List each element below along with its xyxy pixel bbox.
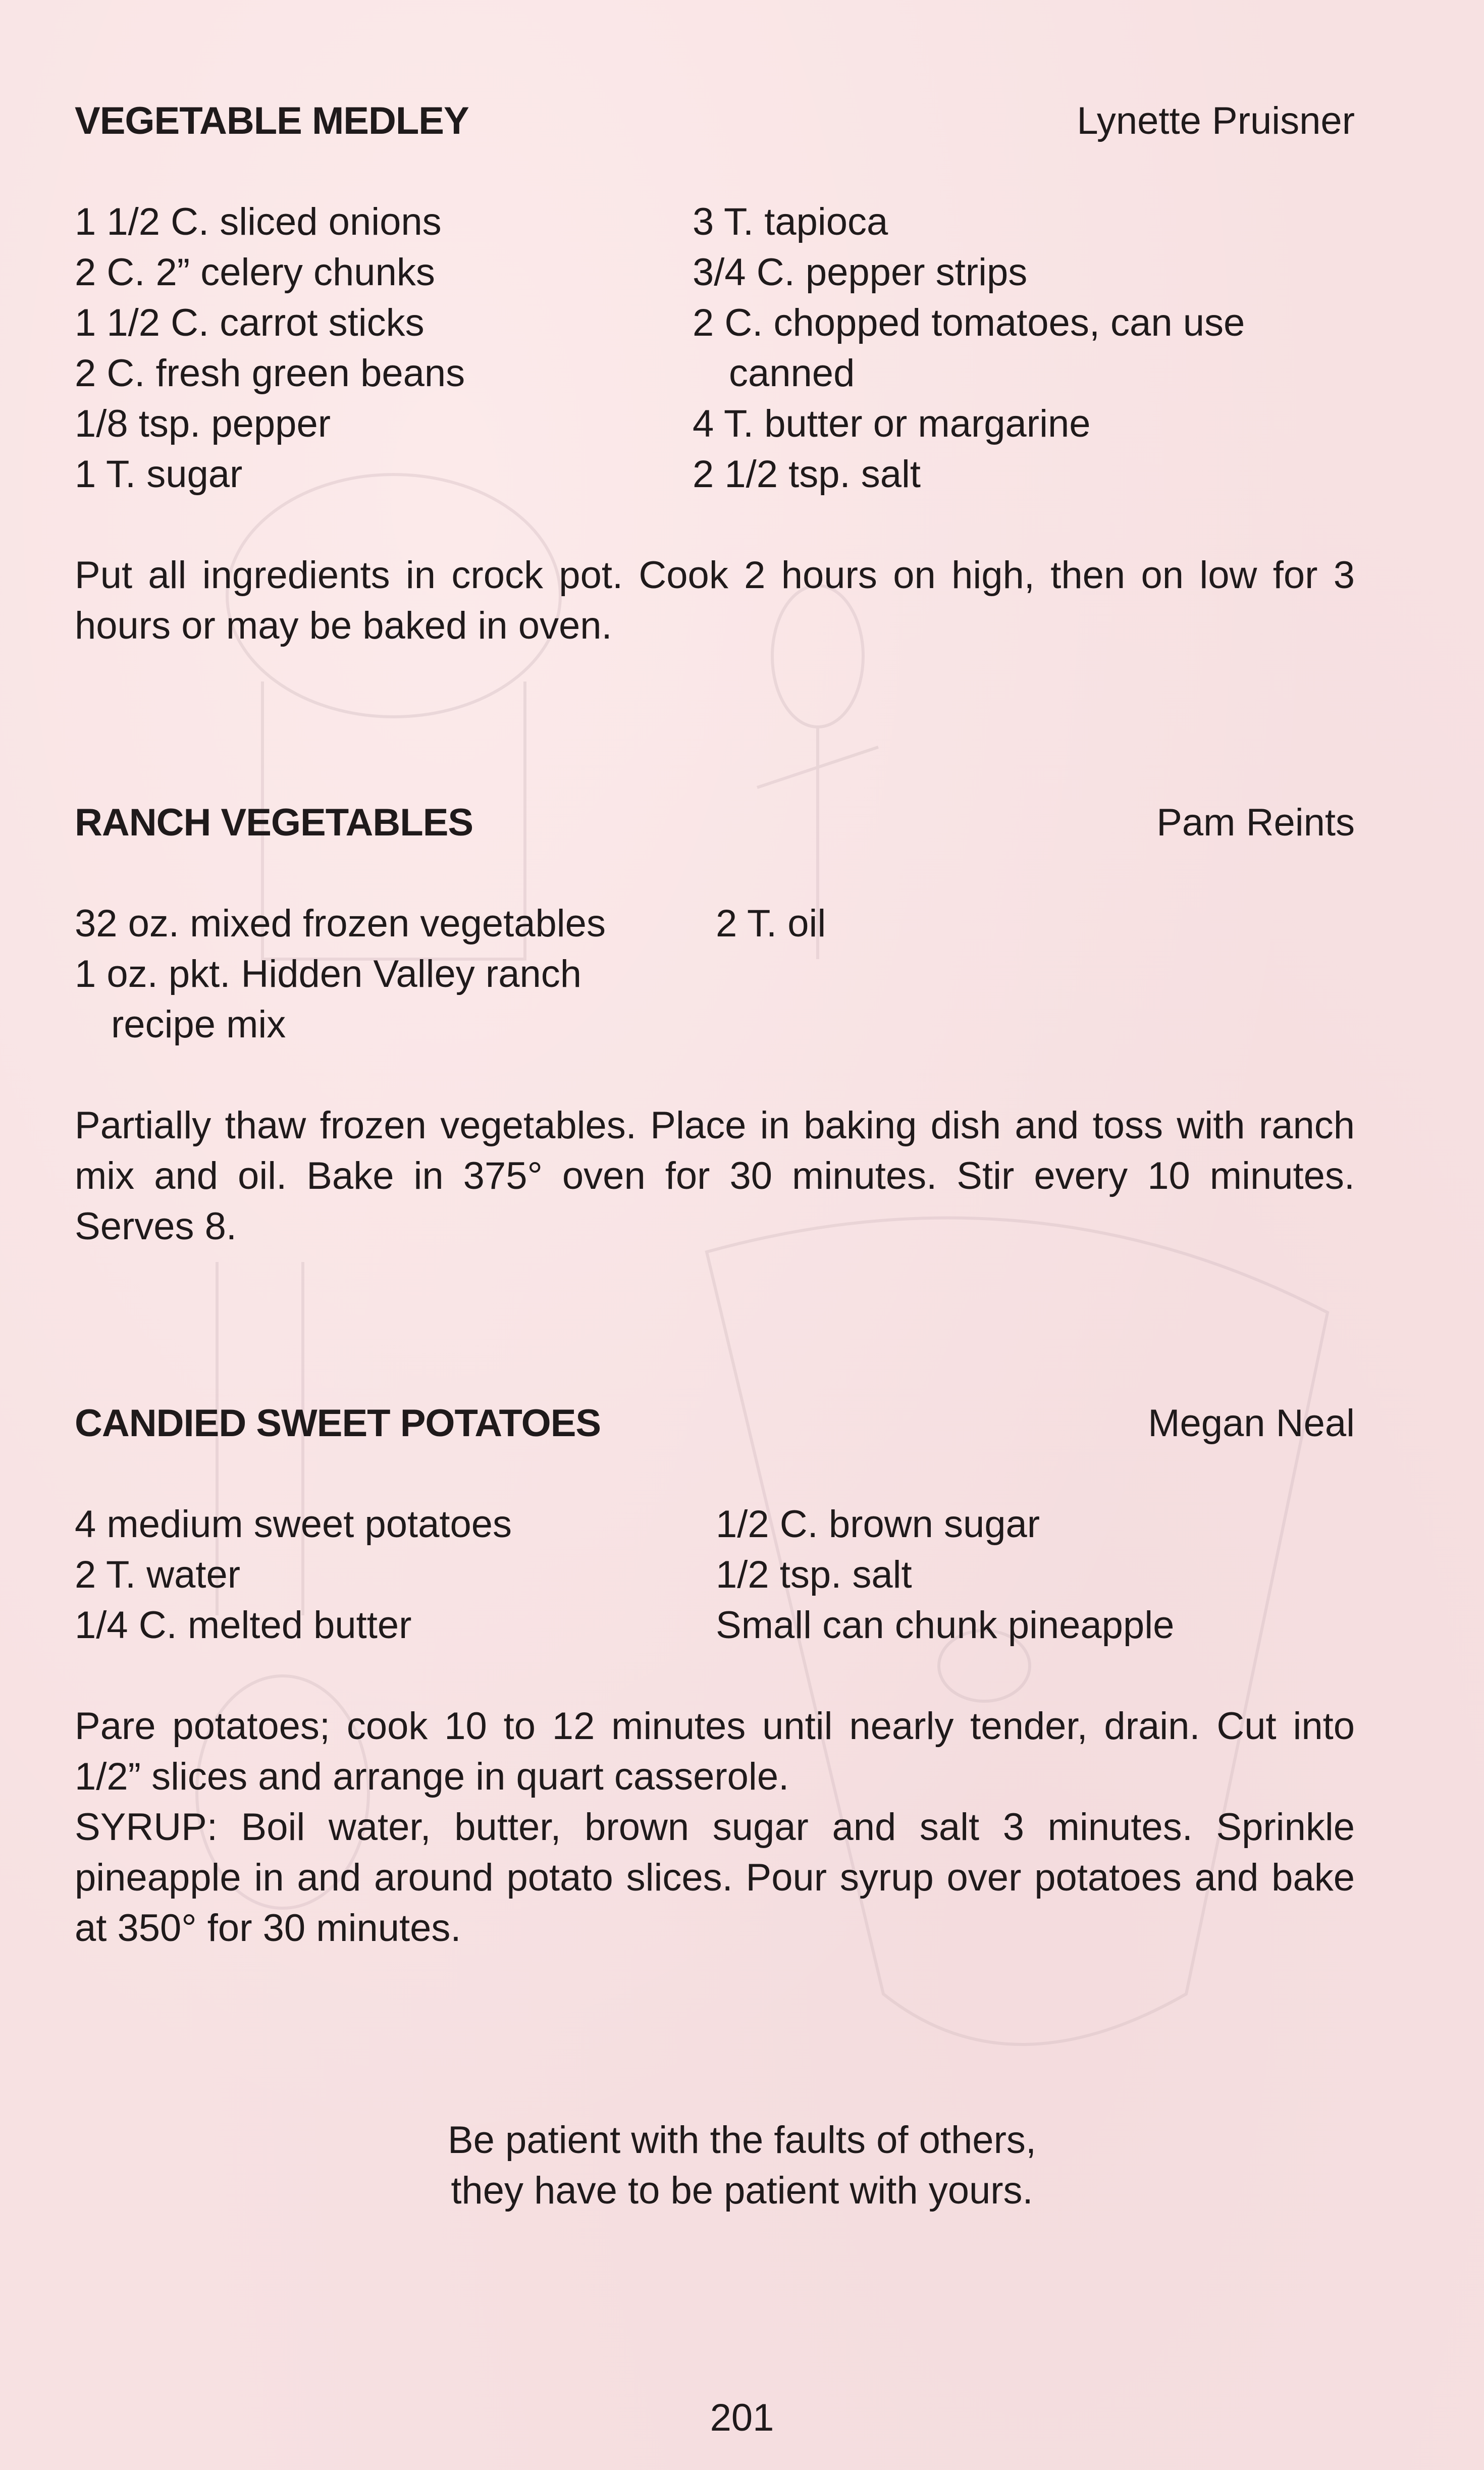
ingredient-item: 2 C. chopped tomatoes, can use canned xyxy=(693,301,1245,395)
quote-line: Be patient with the faults of others, xyxy=(447,2119,1036,2162)
recipe-directions xyxy=(75,550,1355,651)
filler-quote xyxy=(0,2115,1484,2216)
ingredient-list xyxy=(75,197,1355,500)
recipes-column xyxy=(75,96,1355,1954)
page-number: 201 xyxy=(710,2396,774,2439)
ingredient-column-left xyxy=(75,197,693,500)
ingredient-item: 1 1/2 C. sliced onions xyxy=(75,200,442,243)
quote-line: they have to be patient with yours. xyxy=(451,2169,1033,2212)
recipe-author: Pam Reints xyxy=(1156,801,1355,844)
ingredient-column-right xyxy=(716,899,1355,1050)
ingredient-item: 1/4 C. melted butter xyxy=(75,1604,412,1647)
ingredient-item: 1 T. sugar xyxy=(75,453,243,496)
ingredient-item: Small can chunk pineapple xyxy=(716,1604,1175,1647)
ingredient-item: 32 oz. mixed frozen vegetables xyxy=(75,902,606,945)
directions-paragraph: Partially thaw frozen vegetables. Place in baking dish and toss with ranch mix and oil. Bake in 375° oven for 30 minutes. Stir every 10 minutes. Serves 8. xyxy=(75,1104,1355,1248)
ingredient-list xyxy=(75,1499,1355,1651)
recipe-directions xyxy=(75,1100,1355,1252)
ingredient-item: 1 oz. pkt. Hidden Valley ranch recipe mix xyxy=(75,953,582,1046)
ingredient-item: 3/4 C. pepper strips xyxy=(693,251,1028,294)
ingredient-list xyxy=(75,899,1355,1050)
ingredient-item: 1/2 tsp. salt xyxy=(716,1553,912,1596)
ingredient-column-right xyxy=(693,197,1355,500)
recipe-directions xyxy=(75,1701,1355,1954)
ingredient-item: 2 C. 2” celery chunks xyxy=(75,251,435,294)
ingredient-column-right xyxy=(716,1499,1355,1651)
directions-paragraph: Put all ingredients in crock pot. Cook 2 hours on high, then on low for 3 hours or may be baked in oven. xyxy=(75,554,1355,647)
ingredient-item: 2 T. water xyxy=(75,1553,241,1596)
directions-paragraph: Pare potatoes; cook 10 to 12 minutes until nearly tender, drain. Cut into 1/2” slices and arrange in quart casserole. xyxy=(75,1705,1355,1798)
recipe-author: Lynette Pruisner xyxy=(1077,99,1355,142)
recipe-title: RANCH VEGETABLES xyxy=(75,801,473,844)
recipe-header xyxy=(75,1398,1355,1449)
ingredient-item: 2 1/2 tsp. salt xyxy=(693,453,921,496)
ingredient-item: 1/2 C. brown sugar xyxy=(716,1503,1040,1546)
recipe-author: Megan Neal xyxy=(1148,1402,1355,1445)
recipe-candied-sweet-potatoes xyxy=(75,1398,1355,1954)
ingredient-item: 1 1/2 C. carrot sticks xyxy=(75,301,425,344)
ingredient-item: 2 C. fresh green beans xyxy=(75,352,465,395)
recipe-vegetable-medley xyxy=(75,96,1355,651)
recipe-ranch-vegetables xyxy=(75,798,1355,1252)
recipe-header xyxy=(75,96,1355,146)
ingredient-item: 3 T. tapioca xyxy=(693,200,888,243)
recipe-header xyxy=(75,798,1355,848)
ingredient-item: 1/8 tsp. pepper xyxy=(75,402,331,445)
ingredient-column-left xyxy=(75,1499,716,1651)
recipe-title: VEGETABLE MEDLEY xyxy=(75,99,469,142)
recipe-title: CANDIED SWEET POTATOES xyxy=(75,1402,601,1445)
directions-paragraph: SYRUP: Boil water, butter, brown sugar and salt 3 minutes. Sprinkle pineapple in and around potato slices. Pour syrup over potatoes and bake at 350° for 30 minutes. xyxy=(75,1806,1355,1950)
ingredient-item: 2 T. oil xyxy=(716,902,826,945)
ingredient-item: 4 T. butter or margarine xyxy=(693,402,1091,445)
ingredient-column-left xyxy=(75,899,716,1050)
ingredient-item: 4 medium sweet potatoes xyxy=(75,1503,512,1546)
